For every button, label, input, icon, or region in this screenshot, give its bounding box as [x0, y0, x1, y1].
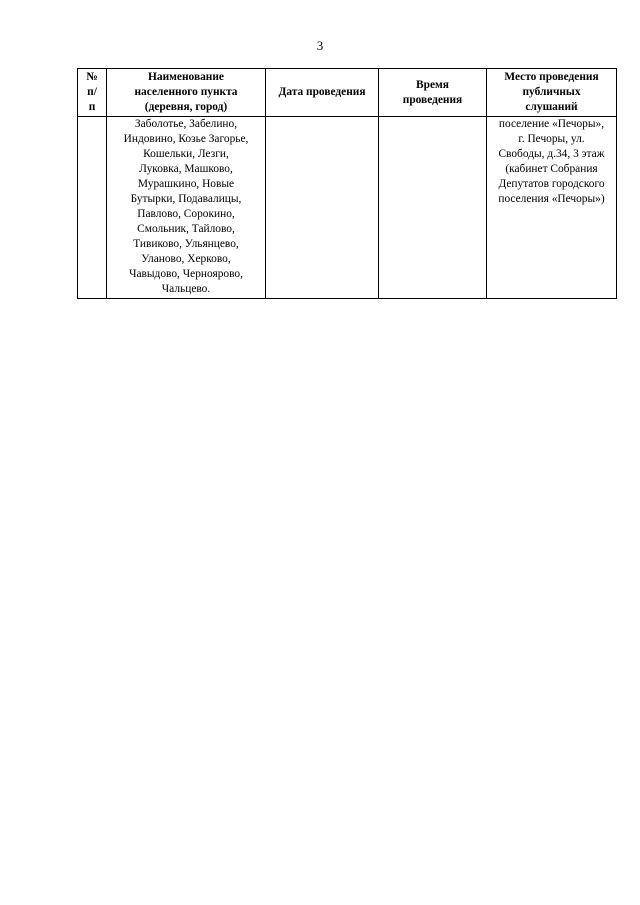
locality-line: Уланово, Херково, [141, 253, 231, 265]
locality-line: Чавыдово, Черноярово, [129, 268, 243, 280]
locality-line: Мурашкино, Новые [137, 178, 235, 190]
cell-localities [107, 117, 266, 299]
place-line: (кабинет Собрания [505, 163, 598, 175]
page-number: 3 [316, 38, 324, 53]
table-row [78, 117, 617, 299]
cell-place [487, 117, 617, 299]
cell-number [78, 117, 107, 299]
place-line: г. Печоры, ул. [518, 133, 585, 145]
header-time-line: Время [416, 78, 449, 91]
locality-line: Бутырки, Подавалицы, [130, 193, 242, 205]
locality-line: Заболотье, Забелино, [134, 118, 238, 130]
header-date [266, 69, 379, 117]
header-place-line: публичных [522, 86, 581, 98]
header-locality-line: населенного пункта [134, 86, 238, 98]
header-locality-line: Наименование [148, 71, 224, 83]
header-locality-line: (деревня, город) [144, 101, 228, 113]
public-hearings-table [77, 68, 617, 299]
header-number-line: № [86, 71, 98, 83]
table-header-row [78, 69, 617, 117]
header-time-line: проведения [402, 93, 463, 106]
locality-line: Смольник, Тайлово, [137, 223, 235, 235]
header-number-line: п [88, 101, 96, 113]
place-line: поселение «Печоры», [498, 118, 605, 130]
place-line: Депутатов городского [498, 178, 605, 190]
locality-line: Индовино, Козье Загорье, [123, 133, 249, 145]
header-place-line: Место проведения [504, 71, 599, 83]
header-place [487, 69, 617, 117]
locality-line: Павлово, Сорокино, [137, 208, 235, 220]
header-place-line: слушаний [525, 101, 578, 113]
header-date-line: Дата проведения [278, 86, 366, 98]
place-line: Свободы, д.34, 3 этаж [498, 148, 605, 160]
header-number [78, 69, 107, 117]
cell-time [379, 117, 487, 299]
locality-line: Чальцево. [161, 283, 211, 295]
header-locality [107, 69, 266, 117]
locality-line: Луковка, Машково, [139, 163, 233, 175]
cell-date [266, 117, 379, 299]
header-number-line: п/ [87, 86, 97, 98]
header-time [379, 69, 487, 117]
place-line: поселения «Печоры») [498, 193, 605, 205]
locality-line: Кошельки, Лезги, [143, 148, 229, 160]
locality-line: Тивиково, Ульянцево, [133, 238, 239, 250]
